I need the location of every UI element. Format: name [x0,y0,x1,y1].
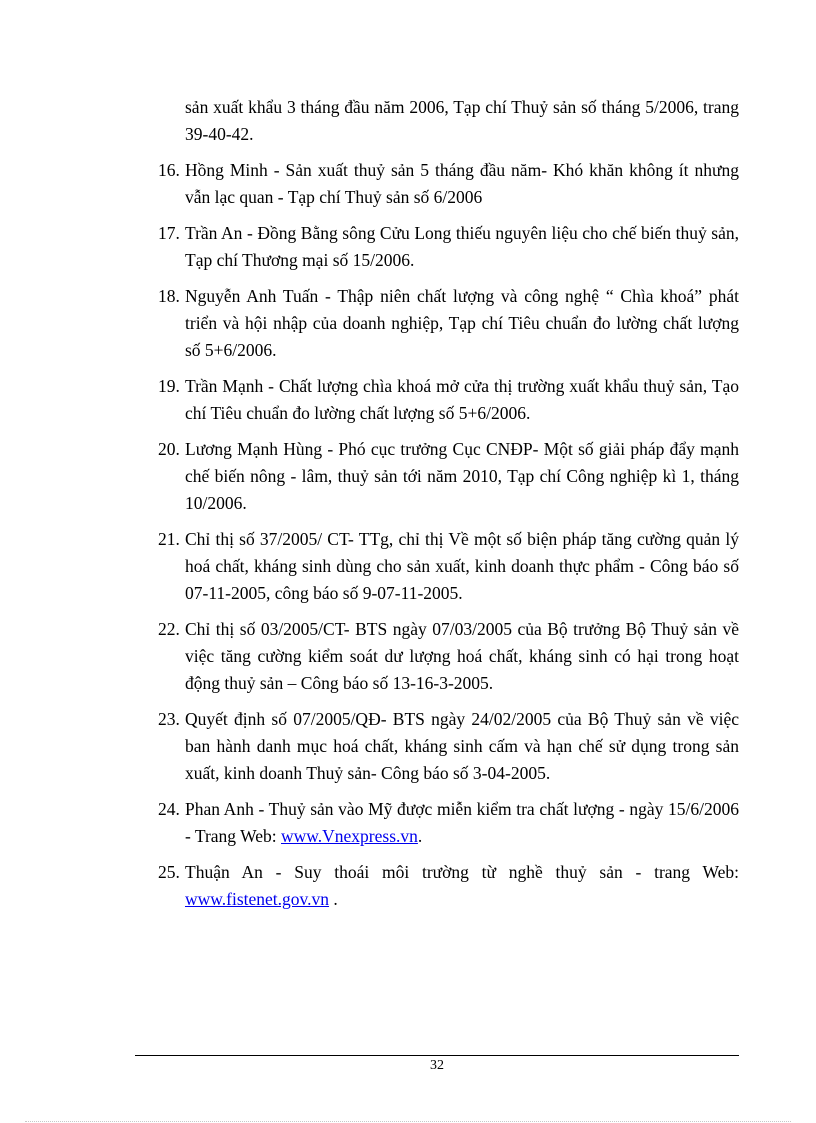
reference-list [158,157,739,922]
reference-item-16 [158,157,739,211]
reference-text [185,796,739,850]
reference-item-21 [158,526,739,607]
reference-number: 20. [158,439,180,459]
reference-number: 18. [158,286,180,306]
reference-number: 21. [158,529,180,549]
fistenet-link[interactable]: www.fistenet.gov.vn [185,889,330,909]
reference-item-20 [158,436,739,517]
vnexpress-link[interactable]: www.Vnexpress.vn [281,826,418,846]
page-number: 32 [430,1058,444,1073]
reference-item-19 [158,373,739,427]
reference-item-18 [158,283,739,364]
reference-text [185,859,739,913]
reference-item-17 [158,220,739,274]
reference-item-24 [158,796,739,850]
reference-item-25 [158,859,739,913]
reference-text: Trần An - Đồng Bằng sông Cửu Long thiếu nguyên liệu cho chế biến thuỷ sản, Tạp chí Thương mại số 15/2006. [185,223,739,270]
reference-text-end: . [329,889,338,909]
reference-number: 17. [158,223,180,243]
reference-text: Chỉ thị số 37/2005/ CT- TTg, chỉ thị Về một số biện pháp tăng cường quản lý hoá chất, kháng sinh dùng cho sản xuất, kinh doanh thực phẩm - Công báo số 07-11-2005, công báo số 9-07-11-2005. [185,529,739,603]
reference-text: Hồng Minh - Sản xuất thuỷ sản 5 tháng đầu năm- Khó khăn không ít nhưng vẫn lạc quan - Tạp chí Thuỷ sản số 6/2006 [185,160,739,207]
reference-text-body: Thuận An - Suy thoái môi trường từ nghề thuỷ sản - trang Web: [185,862,739,882]
reference-text-end: . [417,826,423,846]
page-bottom-edge [25,1121,791,1122]
reference-text: Chỉ thị số 03/2005/CT- BTS ngày 07/03/2005 của Bộ trưởng Bộ Thuỷ sản về việc tăng cường kiểm soát dư lượng hoá chất, kháng sinh có hại trong hoạt động thuỷ sản – Công báo số 13-16-3-2005. [185,619,739,693]
reference-number: 19. [158,376,180,396]
reference-text: Trần Mạnh - Chất lượng chìa khoá mở cửa thị trường xuất khẩu thuỷ sản, Tạo chí Tiêu chuẩn đo lường chất lượng số 5+6/2006. [185,376,739,423]
reference-number: 25. [158,862,180,882]
reference-text: Quyết định số 07/2005/QĐ- BTS ngày 24/02/2005 của Bộ Thuỷ sản về việc ban hành danh mục hoá chất, kháng sinh cấm và hạn chế sử dụng trong sản xuất, kinh doanh Thuỷ sản- Công báo số 3-04-2005. [185,709,739,783]
reference-text-body: Phan Anh - Thuỷ sản vào Mỹ được miễn kiểm tra chất lượng - ngày 15/6/2006 - Trang Web: [185,799,739,846]
reference-text: Lương Mạnh Hùng - Phó cục trưởng Cục CNĐP- Một số giải pháp đẩy mạnh chế biến nông - lâm, thuỷ sản tới năm 2010, Tạp chí Công nghiệp kì 1, tháng 10/2006. [185,439,739,513]
reference-text: Nguyễn Anh Tuấn - Thập niên chất lượng và công nghệ “ Chìa khoá” phát triển và hội nhập của doanh nghiệp, Tạp chí Tiêu chuẩn đo lường chất lượng số 5+6/2006. [185,286,739,360]
reference-number: 16. [158,160,180,180]
reference-number: 24. [158,799,180,819]
footer-divider [135,1055,739,1056]
reference-item-22 [158,616,739,697]
reference-number: 23. [158,709,180,729]
reference-item-23 [158,706,739,787]
reference-number: 22. [158,619,180,639]
reference-15-continuation: sản xuất khẩu 3 tháng đầu năm 2006, Tạp chí Thuỷ sản số tháng 5/2006, trang 39-40-42. [185,97,739,144]
